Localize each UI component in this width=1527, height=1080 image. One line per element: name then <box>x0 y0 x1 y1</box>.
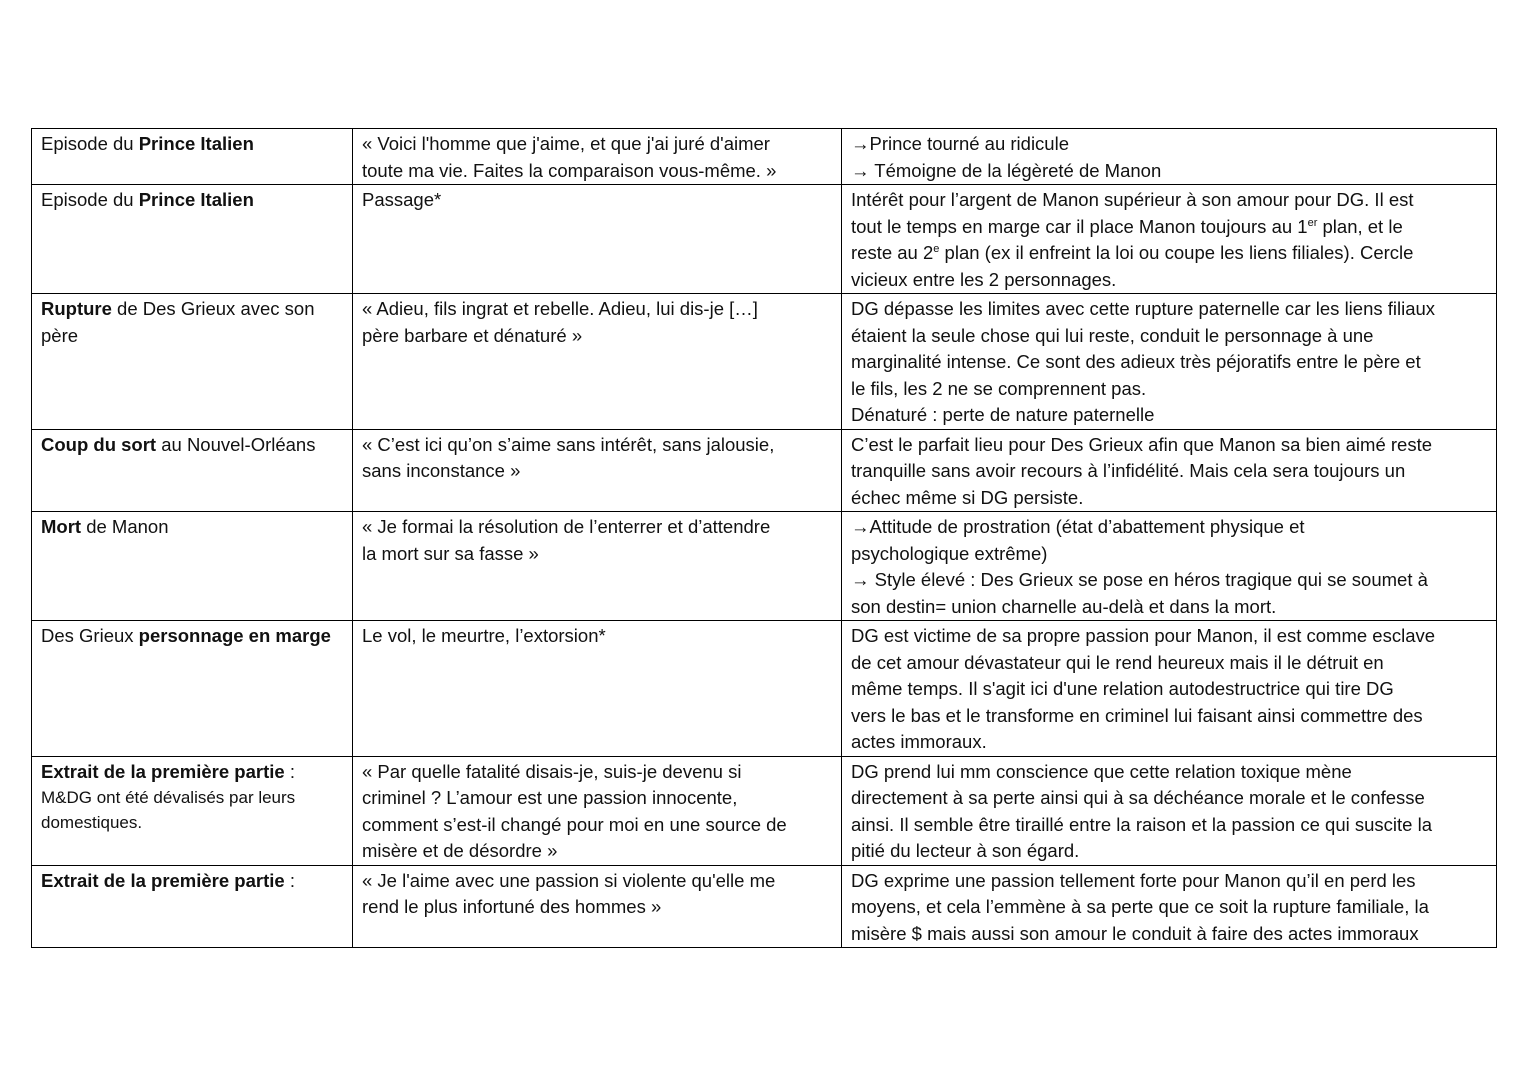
analysis-line: DG exprime une passion tellement forte pour Manon qu’il en perd les <box>851 869 1416 891</box>
analysis-cell <box>842 865 1497 948</box>
analysis-line: même temps. Il s'agit ici d'une relation autodestructrice qui tire DG <box>851 678 1394 699</box>
analysis-text: plan, et le <box>1317 215 1403 237</box>
episode-cell <box>32 429 353 512</box>
analysis-line: Intérêt pour l’argent de Manon supérieur à son amour pour DG. Il est <box>851 189 1414 210</box>
quote-line: « Voici l'homme que j'aime, et que j'ai juré d'aimer <box>362 133 770 154</box>
episode-bold: personnage en marge <box>138 625 331 646</box>
quote-cell <box>353 129 842 185</box>
quote-line: rend le plus infortuné des hommes » <box>362 896 662 917</box>
analysis-cell <box>842 429 1497 512</box>
quote-line: comment s’est-il changé pour moi en une source de <box>362 813 787 835</box>
episode-cell <box>32 129 353 185</box>
analysis-line: directement à sa perte ainsi qui à sa déchéance morale et le confesse <box>851 787 1425 808</box>
analysis-text: plan (ex il enfreint la loi ou coupe les liens filiales). Cercle <box>939 242 1414 263</box>
quote-line: père barbare et dénaturé » <box>362 324 583 346</box>
quote-line: misère et de désordre » <box>362 840 558 861</box>
table-row <box>32 621 1497 757</box>
table-row <box>32 865 1497 948</box>
episode-suffix: : <box>284 760 295 782</box>
episode-cell <box>32 756 353 865</box>
analysis-line: échec même si DG persiste. <box>851 486 1084 508</box>
quote-cell <box>353 512 842 621</box>
episode-note: domestiques. <box>41 813 143 832</box>
analysis-line: C’est le parfait lieu pour Des Grieux afin que Manon sa bien aimé reste <box>851 433 1432 455</box>
quote-cell <box>353 294 842 430</box>
episode-suffix: de Des Grieux avec son <box>111 298 315 319</box>
episode-line2: père <box>41 324 79 346</box>
analysis-line: →Prince tourné au ridicule <box>851 133 1069 154</box>
analysis-line <box>851 240 1487 267</box>
analysis-line: → Témoigne de la légèreté de Manon <box>851 159 1162 181</box>
analysis-text: reste au 2 <box>851 242 934 263</box>
analysis-cell <box>842 185 1497 294</box>
analysis-line: le fils, les 2 ne se comprennent pas. <box>851 377 1147 399</box>
analysis-line: misère $ mais aussi son amour le conduit à faire des actes immoraux <box>851 922 1419 944</box>
episode-note: M&DG ont été dévalisés par leurs <box>41 788 296 807</box>
analysis-table <box>31 128 1497 948</box>
quote-cell <box>353 865 842 948</box>
table-row <box>32 294 1497 430</box>
superscript: er <box>1307 216 1318 229</box>
episode-cell <box>32 512 353 621</box>
episode-bold: Prince Italien <box>138 133 254 154</box>
analysis-cell <box>842 512 1497 621</box>
episode-prefix: Des Grieux <box>41 625 139 646</box>
episode-bold: Prince Italien <box>138 189 254 210</box>
quote-cell <box>353 621 842 757</box>
quote-cell <box>353 185 842 294</box>
analysis-line: moyens, et cela l’emmène à sa perte que ce soit la rupture familiale, la <box>851 896 1429 917</box>
quote-cell <box>353 429 842 512</box>
quote-line: Le vol, le meurtre, l’extorsion* <box>362 625 606 646</box>
analysis-line: → Style élevé : Des Grieux se pose en héros tragique qui se soumet à <box>851 569 1428 590</box>
analysis-text: tout le temps en marge car il place Manon toujours au 1 <box>851 215 1308 237</box>
analysis-line: vicieux entre les 2 personnages. <box>851 268 1117 290</box>
analysis-line: DG prend lui mm conscience que cette relation toxique mène <box>851 760 1352 782</box>
episode-bold: Extrait de la première partie <box>41 869 285 891</box>
table-row <box>32 429 1497 512</box>
episode-bold: Mort <box>41 516 82 537</box>
analysis-line: Dénaturé : perte de nature paternelle <box>851 404 1155 425</box>
quote-line: sans inconstance » <box>362 460 521 481</box>
quote-line: Passage* <box>362 189 442 210</box>
table-row <box>32 129 1497 185</box>
episode-cell <box>32 185 353 294</box>
episode-suffix: au Nouvel-Orléans <box>156 433 316 455</box>
analysis-line: de cet amour dévastateur qui le rend heureux mais il le détruit en <box>851 651 1384 673</box>
analysis-cell <box>842 129 1497 185</box>
episode-suffix: de Manon <box>81 516 169 537</box>
episode-bold: Extrait de la première partie <box>41 760 285 782</box>
analysis-line: vers le bas et le transforme en criminel lui faisant ainsi commettre des <box>851 704 1423 726</box>
quote-line: toute ma vie. Faites la comparaison vous-même. » <box>362 159 777 181</box>
quote-line: « C’est ici qu’on s’aime sans intérêt, sans jalousie, <box>362 433 775 455</box>
quote-line: « Je l'aime avec une passion si violente qu'elle me <box>362 869 776 891</box>
quote-cell <box>353 756 842 865</box>
quote-line: « Je formai la résolution de l’enterrer et d’attendre <box>362 516 771 537</box>
quote-line: criminel ? L’amour est une passion innocente, <box>362 787 738 808</box>
episode-cell <box>32 621 353 757</box>
episode-prefix: Episode du <box>41 189 139 210</box>
analysis-line: son destin= union charnelle au-delà et dans la mort. <box>851 595 1277 617</box>
episode-bold: Coup du sort <box>41 433 157 455</box>
quote-line: la mort sur sa fasse » <box>362 542 539 564</box>
table-row <box>32 756 1497 865</box>
episode-cell <box>32 865 353 948</box>
analysis-line: actes immoraux. <box>851 731 987 752</box>
analysis-cell <box>842 621 1497 757</box>
analysis-line: ainsi. Il semble être tiraillé entre la raison et la passion ce qui suscite la <box>851 813 1432 835</box>
analysis-line: psychologique extrême) <box>851 542 1048 564</box>
analysis-cell <box>842 294 1497 430</box>
analysis-cell <box>842 756 1497 865</box>
analysis-line <box>851 214 1487 241</box>
analysis-line: étaient la seule chose qui lui reste, conduit le personnage à une <box>851 324 1374 346</box>
analysis-line: tranquille sans avoir recours à l’infidélité. Mais cela sera toujours un <box>851 460 1406 481</box>
table-row <box>32 185 1497 294</box>
quote-line: « Par quelle fatalité disais-je, suis-je devenu si <box>362 760 742 782</box>
episode-suffix: : <box>284 869 295 891</box>
table-row <box>32 512 1497 621</box>
analysis-line: DG est victime de sa propre passion pour Manon, il est comme esclave <box>851 625 1436 646</box>
analysis-line: DG dépasse les limites avec cette rupture paternelle car les liens filiaux <box>851 298 1436 319</box>
analysis-line: →Attitude de prostration (état d’abattement physique et <box>851 516 1305 537</box>
episode-bold: Rupture <box>41 298 112 319</box>
analysis-line: pitié du lecteur à son égard. <box>851 840 1080 861</box>
episode-prefix: Episode du <box>41 133 139 154</box>
analysis-line: marginalité intense. Ce sont des adieux très péjoratifs entre le père et <box>851 351 1421 372</box>
superscript: e <box>933 242 940 255</box>
quote-line: « Adieu, fils ingrat et rebelle. Adieu, lui dis-je […] <box>362 298 758 319</box>
episode-cell <box>32 294 353 430</box>
